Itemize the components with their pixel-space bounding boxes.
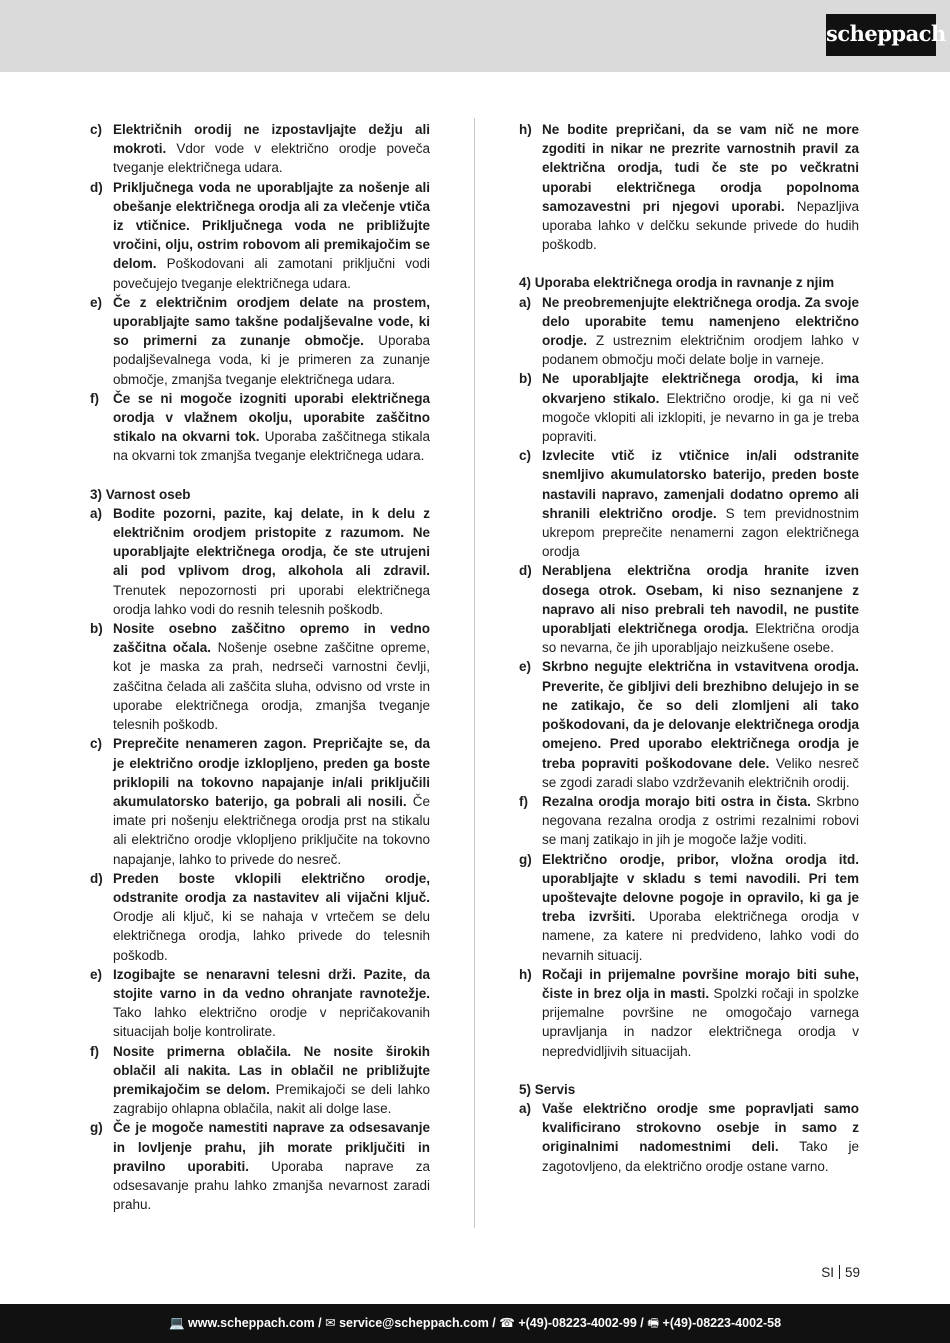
- item-text: [542, 965, 859, 1061]
- item-text: [113, 734, 430, 868]
- item-text: [113, 619, 430, 734]
- list-item: [519, 1099, 859, 1176]
- item-regular-text: Nepazljiva uporaba lahko v delčku sekunde privede do hudih poškodb.: [542, 198, 859, 253]
- item-label: c): [90, 122, 103, 137]
- item-regular-text: Skrbno negovana rezalna orodja z ostrimi rezalnimi robovi se manj zatikajo in jih je mogoče lažje voditi.: [542, 793, 860, 848]
- item-label: f): [519, 793, 528, 809]
- item-label: h): [519, 966, 532, 982]
- item-label: d): [519, 563, 532, 579]
- item-label: d): [90, 870, 103, 886]
- item-text: [113, 1118, 430, 1214]
- item-bold-text: Bodite pozorni, pazite, kaj delate, in k delu z električnim orodjem pristopite z razumom. Ne uporabljajte električnega orodja, če ste utrujeni ali pod vplivom drog, alkohola ali zdravil.: [113, 505, 430, 579]
- item-text: [542, 657, 859, 791]
- item-label: c): [519, 448, 532, 464]
- page-number: [790, 1265, 860, 1280]
- list-item: [90, 1042, 430, 1119]
- computer-icon: 💻: [168, 1316, 185, 1330]
- section-gap: [519, 1061, 859, 1080]
- item-label: a): [519, 1100, 532, 1116]
- left-column: [90, 120, 430, 1214]
- list-item: [90, 293, 430, 389]
- item-label: g): [519, 851, 532, 867]
- list-item: [519, 561, 859, 657]
- page-lang: SI: [821, 1265, 834, 1280]
- item-regular-text: Trenutek nepozornosti pri uporabi električnega orodja lahko vodi do resnih telesnih poškodb.: [113, 582, 430, 617]
- footer-fax: +(49)-08223-4002-58: [662, 1316, 782, 1330]
- item-label: e): [90, 294, 103, 310]
- column-divider: [474, 118, 475, 1228]
- section-gap: [90, 466, 430, 485]
- item-bold-text: Če z električnim orodjem delate na prostem, uporabljajte samo takšne podaljševalne vode, ki so primerni za zunanje območje.: [113, 294, 430, 349]
- page-separator: [839, 1265, 840, 1279]
- list-item: [90, 619, 430, 734]
- list-item: [519, 369, 859, 446]
- item-bold-text: Preprečite nenameren zagon. Prepričajte se, da je električno orodje izklopljeno, preden ga boste priklopili na tokovno napajanje in/ali priključili akumulatorsko baterijo, ga pobrali ali nosili.: [113, 736, 430, 809]
- logo-text: scheppach: [826, 21, 946, 46]
- item-regular-text: Uporaba podaljševalnega voda, ki je primeren za zunanje območje, zmanjša tveganje električnega udara.: [113, 333, 430, 387]
- item-regular-text: Z ustreznim električnim orodjem lahko v podanem območju moči delate bolje in varneje.: [542, 333, 859, 368]
- item-text: [113, 965, 430, 1042]
- list-item: [90, 504, 430, 619]
- item-text: [113, 293, 430, 389]
- item-label: e): [519, 659, 532, 675]
- item-text: [113, 120, 430, 178]
- list-item: [519, 850, 859, 965]
- scheppach-logo: [826, 14, 946, 56]
- mail-icon: ✉: [325, 1316, 336, 1330]
- item-bold-text: Preden boste vklopili električno orodje, odstranite orodja za nastavitev ali vijačni ključ.: [113, 870, 430, 905]
- footer-phone: +(49)-08223-4002-99 /: [518, 1316, 644, 1330]
- list-item: [519, 965, 859, 1061]
- list-item: [519, 657, 859, 791]
- item-bold-text: Električno orodje, pribor, vložna orodja itd. uporabljajte v skladu s temi navodili. Pri tem upoštevajte delovne pogoje in opravilo, ki ga je treba izvršiti.: [542, 851, 859, 925]
- list-item: [519, 792, 859, 850]
- item-bold-text: Če se ni mogoče izogniti uporabi električnega orodja v vlažnem okolju, uporabite zaščitno stikalo na okvarni tok.: [113, 390, 430, 445]
- item-regular-text: Uporaba zaščitnega stikala na okvarni tok zmanjša tveganje električnega udara.: [113, 429, 431, 464]
- list-item: [519, 293, 859, 370]
- item-regular-text: Poškodovani ali zamotani priključni vodi povečujejo tveganje električnega udara.: [113, 256, 430, 291]
- item-bold-text: Priključnega voda ne uporabljajte za nošenje ali obešanje električnega orodja ali za vlečenje vtiča iz vtičnice. Priključnega voda ne približujte vročini, olju, ostrim robovom ali premikajočim se delom.: [113, 179, 430, 272]
- item-label: e): [90, 966, 103, 982]
- item-label: h): [519, 122, 532, 137]
- item-bold-text: Vaše električno orodje sme popravljati samo kvalificirano strokovno osebje in samo z originalnimi nadomestnimi deli.: [542, 1100, 859, 1155]
- item-regular-text: S tem previdnostnim ukrepom preprečite nenamerni zagon električnega orodja: [542, 505, 859, 560]
- item-text: [542, 1099, 859, 1176]
- item-label: a): [90, 505, 103, 521]
- item-bold-text: Izogibajte se nenaravni telesni drži. Pazite, da stojite varno in da vedno ohranjate ravnotežje.: [113, 966, 430, 1001]
- item-regular-text: Električno orodje, ki ga ni več mogoče vklopiti ali izklopiti, je nevarno in ga je treba popraviti.: [542, 390, 859, 445]
- item-label: d): [90, 179, 103, 195]
- item-bold-text: Če je mogoče namestiti naprave za odsesavanje in lovljenje prahu, jih morate priključiti in pravilno uporabiti.: [113, 1120, 430, 1174]
- list-item: [90, 734, 430, 868]
- item-regular-text: Uporaba naprave za odsesavanje prahu lahko zmanjša nevarnost zaradi prahu.: [113, 1158, 430, 1213]
- header-band: [0, 0, 950, 72]
- item-text: [542, 120, 859, 254]
- item-text: [542, 446, 859, 561]
- item-text: [542, 561, 859, 657]
- item-regular-text: Veliko nesreč se zgodi zaradi slabo vzdrževanih električnih orodij.: [542, 755, 859, 790]
- footer-bar: [0, 1304, 950, 1343]
- item-text: [542, 850, 859, 965]
- item-text: [542, 792, 859, 850]
- item-bold-text: Skrbno negujte električna in vstavitvena orodja. Preverite, če gibljivi deli brezhibno delujejo in se ne zatikajo, če so deli zlomljeni ali tako poškodovani, da je delovanje električnega orodja omejeno. Pred uporabo električnega orodja je treba popraviti poškodovane dele.: [542, 659, 859, 771]
- item-text: [113, 869, 430, 965]
- list-item: [90, 389, 430, 466]
- item-text: [113, 1042, 430, 1119]
- item-regular-text: Uporaba električnega orodja v namene, za katere ni predvideno, lahko vodi do nevarnih situacij.: [542, 909, 860, 963]
- item-text: [113, 389, 430, 466]
- item-label: g): [90, 1120, 103, 1136]
- item-label: b): [90, 621, 103, 637]
- item-bold-text: Ne uporabljajte električnega orodja, ki ima okvarjeno stikalo.: [542, 371, 859, 406]
- list-item: [519, 446, 859, 561]
- item-regular-text: Vdor vode v električno orodje poveča tveganje električnega udara.: [113, 141, 430, 176]
- item-bold-text: Električnih orodij ne izpostavljajte dežju ali mokroti.: [113, 122, 430, 157]
- item-bold-text: Nosite primerna oblačila. Ne nosite širokih oblačil ali nakita. Las in oblačil ne približujte premikajočim se delom.: [113, 1043, 430, 1097]
- list-item: [90, 120, 430, 178]
- item-regular-text: Spolzki ročaji in spolzke prijemalne površine ne omogočajo varnega upravljanja in nadzor električnega orodja v nepredvidljivih situacijah.: [542, 985, 859, 1059]
- item-regular-text: Nošenje osebne zaščitne opreme, kot je maska za prah, nedrseči varnostni čevlji, zaščitna čelada ali zaščita sluha, odvisno od vrste in uporabe električnega orodja, zmanjša tveganje telesnih poškodb.: [113, 640, 430, 733]
- fax-icon: 🖷: [647, 1316, 660, 1330]
- item-bold-text: Ne bodite prepričani, da se vam nič ne more zgoditi in nikar ne prezrite varnostnih pravil za električna orodja, tudi če ste po večkratni uporabi električnega orodja popolnoma samozavestni pri njegovi uporabi.: [542, 122, 859, 214]
- section-heading: 3) Varnost oseb: [90, 486, 191, 502]
- footer-website[interactable]: www.scheppach.com /: [188, 1316, 322, 1330]
- list-item: [90, 965, 430, 1042]
- item-bold-text: Izvlecite vtič iz vtičnice in/ali odstranite snemljivo akumulatorsko baterijo, preden boste nastavili napravo, zamenjali dodatno opremo ali shranili električno orodje.: [542, 448, 859, 521]
- list-item: [90, 1118, 430, 1214]
- item-regular-text: Električna orodja so nevarna, če jih uporabljajo neizkušene osebe.: [542, 621, 859, 656]
- section-gap: [519, 254, 859, 273]
- list-item: [90, 869, 430, 965]
- section-heading: 4) Uporaba električnega orodja in ravnanje z njim: [519, 275, 835, 291]
- footer-email[interactable]: service@scheppach.com /: [339, 1316, 496, 1330]
- item-bold-text: Nosite osebno zaščitno opremo in vedno zaščitna očala.: [113, 621, 430, 656]
- item-bold-text: Nerabljena električna orodja hranite izven dosega otrok. Osebam, ki niso seznanjene z napravo ali niso prebrali teh navodil, ne pustite uporabljati električnega orodja.: [542, 563, 859, 637]
- item-text: [542, 369, 859, 446]
- item-label: f): [90, 1043, 99, 1059]
- item-label: a): [519, 294, 532, 310]
- item-text: [113, 178, 430, 293]
- item-label: b): [519, 371, 532, 387]
- item-regular-text: Orodje ali ključ, ki se nahaja v vrtečem se delu električnega orodja, lahko privede do telesnih poškodb.: [113, 909, 430, 963]
- list-item: [90, 178, 430, 293]
- page-num-value: 59: [844, 1265, 860, 1280]
- item-bold-text: Rezalna orodja morajo biti ostra in čista.: [542, 793, 811, 809]
- item-label: f): [90, 390, 99, 406]
- item-bold-text: Ročaji in prijemalne površine morajo biti suhe, čiste in brez olja in masti.: [542, 966, 859, 1001]
- item-regular-text: Tako je zagotovljeno, da električno orodje ostane varno.: [542, 1139, 859, 1174]
- item-text: [542, 293, 859, 370]
- item-bold-text: Ne preobremenjujte električnega orodja. Za svoje delo uporabite temu namenjeno električno orodje.: [542, 294, 859, 349]
- section-heading: 5) Servis: [519, 1081, 576, 1097]
- item-label: c): [90, 736, 103, 752]
- item-regular-text: Premikajoči se deli lahko zagrabijo ohlapna oblačila, nakit ali dolge lase.: [113, 1081, 430, 1117]
- phone-icon: ☎: [499, 1316, 515, 1330]
- item-regular-text: Tako lahko električno orodje v nepričakovanih situacijah bolje kontrolirate.: [113, 1005, 430, 1040]
- item-text: [113, 504, 430, 619]
- item-regular-text: Če imate pri nošenju električnega orodja prst na stikalu ali električno orodje vklopljeno priključite na tokovno napajanje, lahko to privede do nesreč.: [113, 793, 430, 867]
- right-column: [519, 120, 859, 1176]
- list-item: [519, 120, 859, 254]
